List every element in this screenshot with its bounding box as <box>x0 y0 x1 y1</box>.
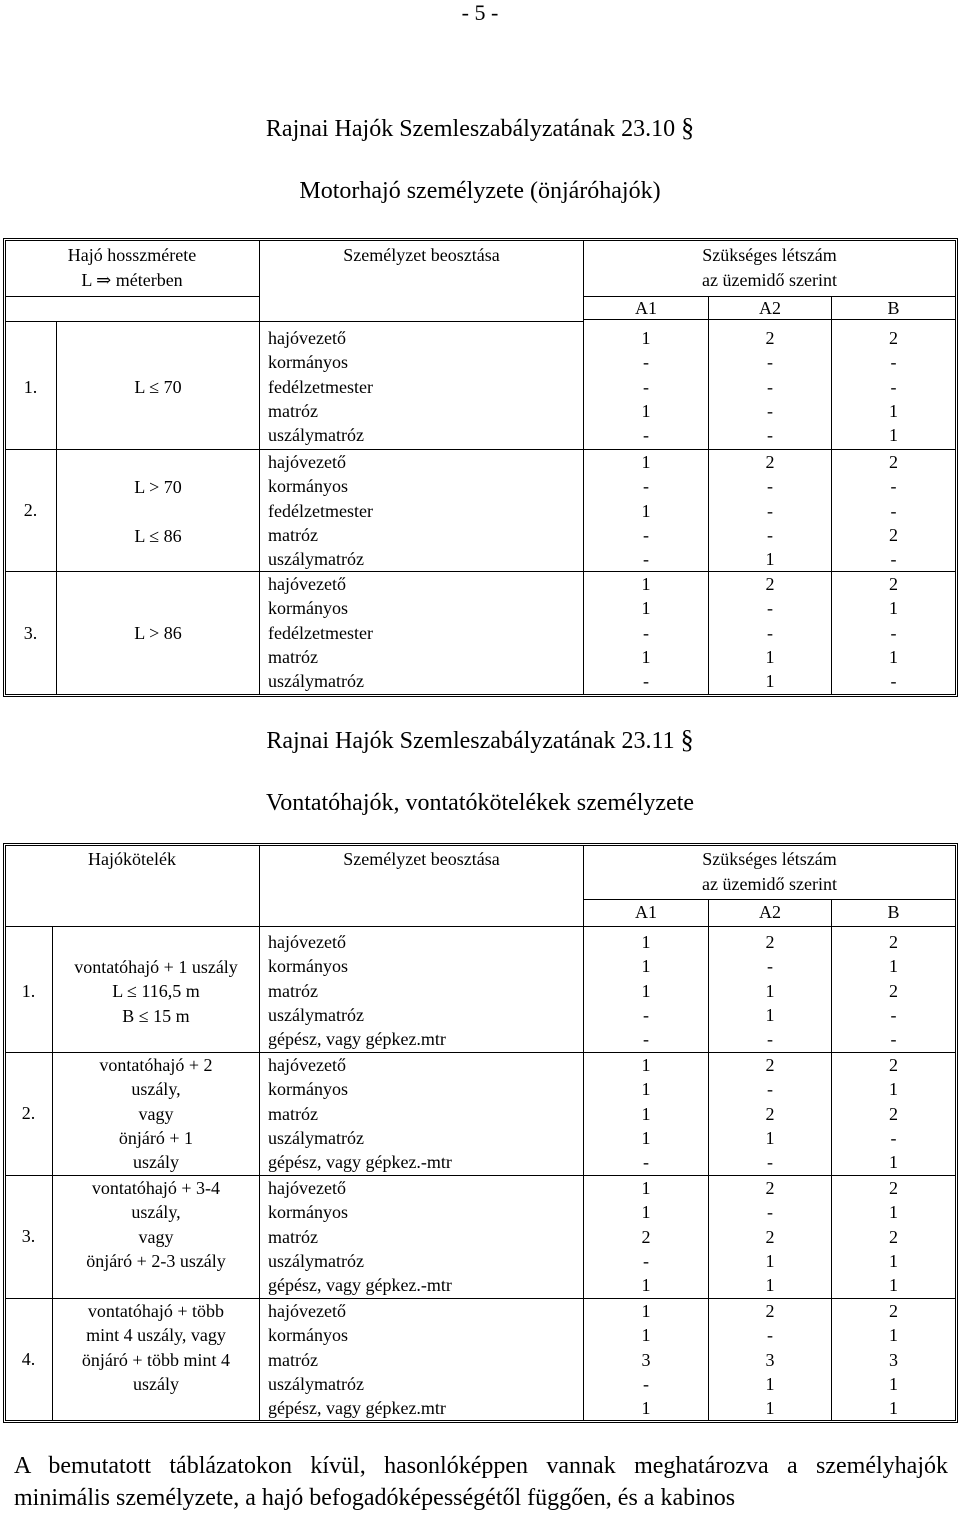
value: 2 <box>889 932 898 952</box>
convoy-line: L ≤ 116,5 m <box>112 981 200 1002</box>
required-header-line: az üzemidő szerint <box>702 874 837 894</box>
value: 1 <box>765 549 775 570</box>
value: - <box>890 671 897 692</box>
row-index: 1. <box>21 981 36 1001</box>
value: - <box>643 352 649 373</box>
role: kormányos <box>268 352 348 373</box>
value: 1 <box>889 1152 898 1173</box>
section1-title-text: Rajnai Hajók Szemleszabályzatának 23.10 <box>265 116 676 142</box>
value: 1 <box>889 425 898 446</box>
value: - <box>767 956 773 977</box>
value: - <box>890 622 897 643</box>
value: 1 <box>641 1127 651 1148</box>
value: - <box>890 500 897 521</box>
mode-a2-header: A2 <box>759 902 781 922</box>
section1-subtitle: Motorhajó személyzete (önjáróhajók) <box>299 178 661 204</box>
role: gépész, vagy gépkez.mtr <box>268 1398 446 1419</box>
row-index: 2. <box>21 1103 36 1123</box>
role: hajóvezető <box>268 1178 346 1198</box>
a1-values <box>584 930 708 1051</box>
value: 2 <box>889 574 898 594</box>
role: matróz <box>268 524 318 545</box>
value: 1 <box>641 500 651 521</box>
value: - <box>643 376 649 397</box>
convoy-line: önjáró + 2-3 uszály <box>86 1250 226 1271</box>
role: matróz <box>268 980 318 1001</box>
b-values <box>832 930 955 1051</box>
value: - <box>767 500 773 521</box>
convoy-line: vagy <box>138 1103 174 1124</box>
role: matróz <box>268 400 318 421</box>
role: matróz <box>268 1226 318 1247</box>
section2-section-sign: § <box>680 725 694 754</box>
a1-values <box>584 1053 708 1174</box>
value: 1 <box>641 452 651 472</box>
value: 2 <box>889 524 898 545</box>
value: 1 <box>889 1373 898 1394</box>
b-values <box>832 1176 955 1297</box>
value: 2 <box>889 1055 898 1075</box>
convoy-line: vontatóhajó + 2 <box>99 1055 213 1075</box>
required-header <box>584 243 955 293</box>
value: 1 <box>889 400 898 421</box>
value: 1 <box>641 598 651 619</box>
convoy-line: önjáró + 1 <box>118 1127 194 1148</box>
convoy-line: vagy <box>138 1226 174 1247</box>
a2-values <box>709 1053 831 1174</box>
value: - <box>890 376 897 397</box>
value: 1 <box>889 1079 898 1100</box>
role: gépész, vagy gépkez.-mtr <box>268 1275 452 1296</box>
value: 1 <box>641 1275 651 1296</box>
value: 1 <box>765 646 775 667</box>
role: uszálymatróz <box>268 549 364 570</box>
a1-values <box>584 572 708 693</box>
role: uszálymatróz <box>268 1373 364 1394</box>
value: 1 <box>641 932 651 952</box>
row-index: 3. <box>21 1226 36 1246</box>
section1-title <box>0 114 960 143</box>
a1-values <box>584 450 708 571</box>
role: fedélzetmester <box>268 376 373 397</box>
required-header-line: Szükséges létszám <box>702 849 837 869</box>
section2-subtitle: Vontatóhajók, vontatókötelékek személyzete <box>265 790 695 816</box>
value: 1 <box>889 646 898 667</box>
role: uszálymatróz <box>268 1250 364 1271</box>
crew-header: Személyzet beosztása <box>343 245 500 265</box>
value: - <box>890 549 897 570</box>
convoy-description <box>53 955 259 1028</box>
role: hajóvezető <box>268 452 346 472</box>
value: - <box>643 1373 649 1394</box>
a2-values <box>709 1176 831 1297</box>
value: 2 <box>889 452 898 472</box>
value: 1 <box>765 1250 775 1271</box>
length-header <box>5 243 259 293</box>
value: 2 <box>765 328 775 348</box>
role: uszálymatróz <box>268 1004 364 1025</box>
table2-rule <box>259 845 260 1421</box>
role: hajóvezető <box>268 1055 346 1075</box>
value: 1 <box>641 1398 651 1419</box>
convoy-line: uszály <box>133 1152 179 1173</box>
role: hajóvezető <box>268 328 346 348</box>
value: - <box>643 1250 649 1271</box>
value: 3 <box>889 1349 898 1370</box>
required-header <box>584 847 955 897</box>
b-values <box>832 326 955 447</box>
value: - <box>767 476 773 497</box>
value: 2 <box>765 1103 775 1124</box>
value: 1 <box>641 328 651 348</box>
value: 1 <box>765 1127 775 1148</box>
convoy-line: mint 4 uszály, vagy <box>86 1325 226 1346</box>
row-index: 2. <box>23 500 38 520</box>
length-header-line: Hajó hosszmérete <box>67 245 197 265</box>
convoy-line: vontatóhajó + 1 uszály <box>74 957 238 977</box>
role-list <box>268 572 373 693</box>
a2-values <box>709 930 831 1051</box>
a1-values <box>584 1176 708 1297</box>
length-header-line: L ⇒ méterben <box>81 270 183 290</box>
value: 1 <box>765 1275 775 1296</box>
value: - <box>767 352 773 373</box>
role: gépész, vagy gépkez.mtr <box>268 1029 446 1050</box>
role: matróz <box>268 1103 318 1124</box>
value: 1 <box>641 1202 651 1223</box>
value: 2 <box>765 1178 775 1198</box>
value: 3 <box>765 1349 775 1370</box>
role: hajóvezető <box>268 932 346 952</box>
value: 2 <box>765 1055 775 1075</box>
role: uszálymatróz <box>268 425 364 446</box>
mode-b-header: B <box>887 902 900 922</box>
value: 2 <box>889 1178 898 1198</box>
value: - <box>643 549 649 570</box>
role-list <box>268 930 446 1051</box>
value: 2 <box>889 328 898 348</box>
value: 1 <box>641 1103 651 1124</box>
value: 1 <box>641 1178 651 1198</box>
convoy-line: vontatóhajó + 3-4 <box>91 1178 221 1198</box>
role: uszálymatróz <box>268 671 364 692</box>
value: 1 <box>641 1079 651 1100</box>
value: - <box>643 1152 649 1173</box>
value: 2 <box>765 1226 775 1247</box>
convoy-description <box>53 1299 259 1396</box>
role-list <box>268 450 373 571</box>
convoy-line: önjáró + több mint 4 <box>81 1349 231 1370</box>
b-values <box>832 572 955 693</box>
value: 1 <box>641 1301 651 1321</box>
role: kormányos <box>268 598 348 619</box>
value: 2 <box>641 1226 651 1247</box>
role: matróz <box>268 1349 318 1370</box>
role: kormányos <box>268 956 348 977</box>
value: - <box>890 1029 897 1050</box>
value: - <box>767 425 773 446</box>
a2-values <box>709 572 831 693</box>
page-number: - 5 - <box>461 0 499 25</box>
value: 1 <box>889 1325 898 1346</box>
table1-rule <box>5 296 259 297</box>
value: 1 <box>889 1398 898 1419</box>
a2-values <box>709 450 831 571</box>
value: - <box>767 376 773 397</box>
value: 1 <box>641 1055 651 1075</box>
convoy-line: uszály, <box>131 1202 181 1223</box>
value: - <box>890 1127 897 1148</box>
convoy-line: uszály, <box>131 1079 181 1100</box>
value: 2 <box>765 932 775 952</box>
value: 2 <box>765 1301 775 1321</box>
a2-values <box>709 326 831 447</box>
mode-a1-header: A1 <box>635 902 657 922</box>
value: - <box>890 476 897 497</box>
row-index: 4. <box>21 1349 36 1369</box>
value: - <box>890 352 897 373</box>
convoy-description <box>53 1053 259 1174</box>
table2-rule <box>5 926 955 927</box>
value: 1 <box>765 1398 775 1419</box>
value: 3 <box>641 1349 651 1370</box>
role: kormányos <box>268 1202 348 1223</box>
length-condition: L ≤ 86 <box>134 526 182 546</box>
value: - <box>767 622 773 643</box>
role: matróz <box>268 646 318 667</box>
role-list <box>268 1176 452 1297</box>
role: uszálymatróz <box>268 1127 364 1148</box>
value: 1 <box>889 956 898 977</box>
value: - <box>767 1325 773 1346</box>
role-list <box>268 326 373 447</box>
value: - <box>767 1079 773 1100</box>
value: 2 <box>765 574 775 594</box>
row-index: 1. <box>23 377 38 397</box>
required-header-line: Szükséges létszám <box>702 245 837 265</box>
value: 1 <box>641 574 651 594</box>
footer-paragraph: A bemutatott táblázatokon kívül, hasonlóképpen vannak meghatározva a személyhajók minimális személyzete, a hajó befogadóképességétől függően, és a kabinos <box>14 1453 948 1511</box>
role: kormányos <box>268 476 348 497</box>
value: - <box>767 400 773 421</box>
role: kormányos <box>268 1325 348 1346</box>
mode-a2-header: A2 <box>759 298 781 318</box>
section1-section-sign: § <box>681 113 695 142</box>
b-values <box>832 450 955 571</box>
a1-values <box>584 1299 708 1420</box>
role: kormányos <box>268 1079 348 1100</box>
value: 1 <box>641 980 651 1001</box>
value: - <box>643 1029 649 1050</box>
value: 2 <box>765 452 775 472</box>
role-list <box>268 1053 452 1174</box>
table1-rule <box>259 240 260 695</box>
value: - <box>643 622 649 643</box>
section2-title-text: Rajnai Hajók Szemleszabályzatának 23.11 <box>266 728 675 754</box>
value: - <box>767 598 773 619</box>
value: 1 <box>641 1325 651 1346</box>
value: - <box>767 524 773 545</box>
section2-title <box>0 726 960 755</box>
value: - <box>643 425 649 446</box>
b-values <box>832 1299 955 1420</box>
value: 2 <box>889 1301 898 1321</box>
convoy-description <box>53 1176 259 1273</box>
row-index: 3. <box>23 623 38 643</box>
value: 1 <box>641 646 651 667</box>
value: - <box>890 1004 897 1025</box>
length-condition: L > 70 <box>134 477 182 497</box>
role-list <box>268 1299 446 1420</box>
crew-header: Személyzet beosztása <box>343 849 500 869</box>
a2-values <box>709 1299 831 1420</box>
value: - <box>643 524 649 545</box>
value: - <box>767 1029 773 1050</box>
table1-rule <box>5 321 583 322</box>
value: 2 <box>889 1103 898 1124</box>
length-condition: L > 86 <box>134 623 182 643</box>
value: 2 <box>889 1226 898 1247</box>
convoy-line: uszály <box>133 1373 179 1394</box>
value: 1 <box>641 400 651 421</box>
role: fedélzetmester <box>268 622 373 643</box>
a1-values <box>584 326 708 447</box>
mode-b-header: B <box>887 298 900 318</box>
value: 1 <box>889 1275 898 1296</box>
required-header-line: az üzemidő szerint <box>702 270 837 290</box>
value: 1 <box>889 1250 898 1271</box>
value: - <box>643 476 649 497</box>
length-condition: L ≤ 70 <box>134 377 182 397</box>
convoy-line: vontatóhajó + több <box>87 1301 225 1321</box>
value: 1 <box>765 671 775 692</box>
role: hajóvezető <box>268 574 346 594</box>
value: - <box>643 671 649 692</box>
value: 1 <box>889 1202 898 1223</box>
value: 2 <box>889 980 898 1001</box>
convoy-line: B ≤ 15 m <box>122 1005 190 1026</box>
value: - <box>643 1004 649 1025</box>
value: 1 <box>765 980 775 1001</box>
value: 1 <box>765 1373 775 1394</box>
b-values <box>832 1053 955 1174</box>
role: hajóvezető <box>268 1301 346 1321</box>
value: - <box>767 1202 773 1223</box>
role: fedélzetmester <box>268 500 373 521</box>
value: 1 <box>641 956 651 977</box>
mode-a1-header: A1 <box>635 298 657 318</box>
convoy-header: Hajókötelék <box>88 849 176 869</box>
value: 1 <box>765 1004 775 1025</box>
value: - <box>767 1152 773 1173</box>
value: 1 <box>889 598 898 619</box>
role: gépész, vagy gépkez.-mtr <box>268 1152 452 1173</box>
